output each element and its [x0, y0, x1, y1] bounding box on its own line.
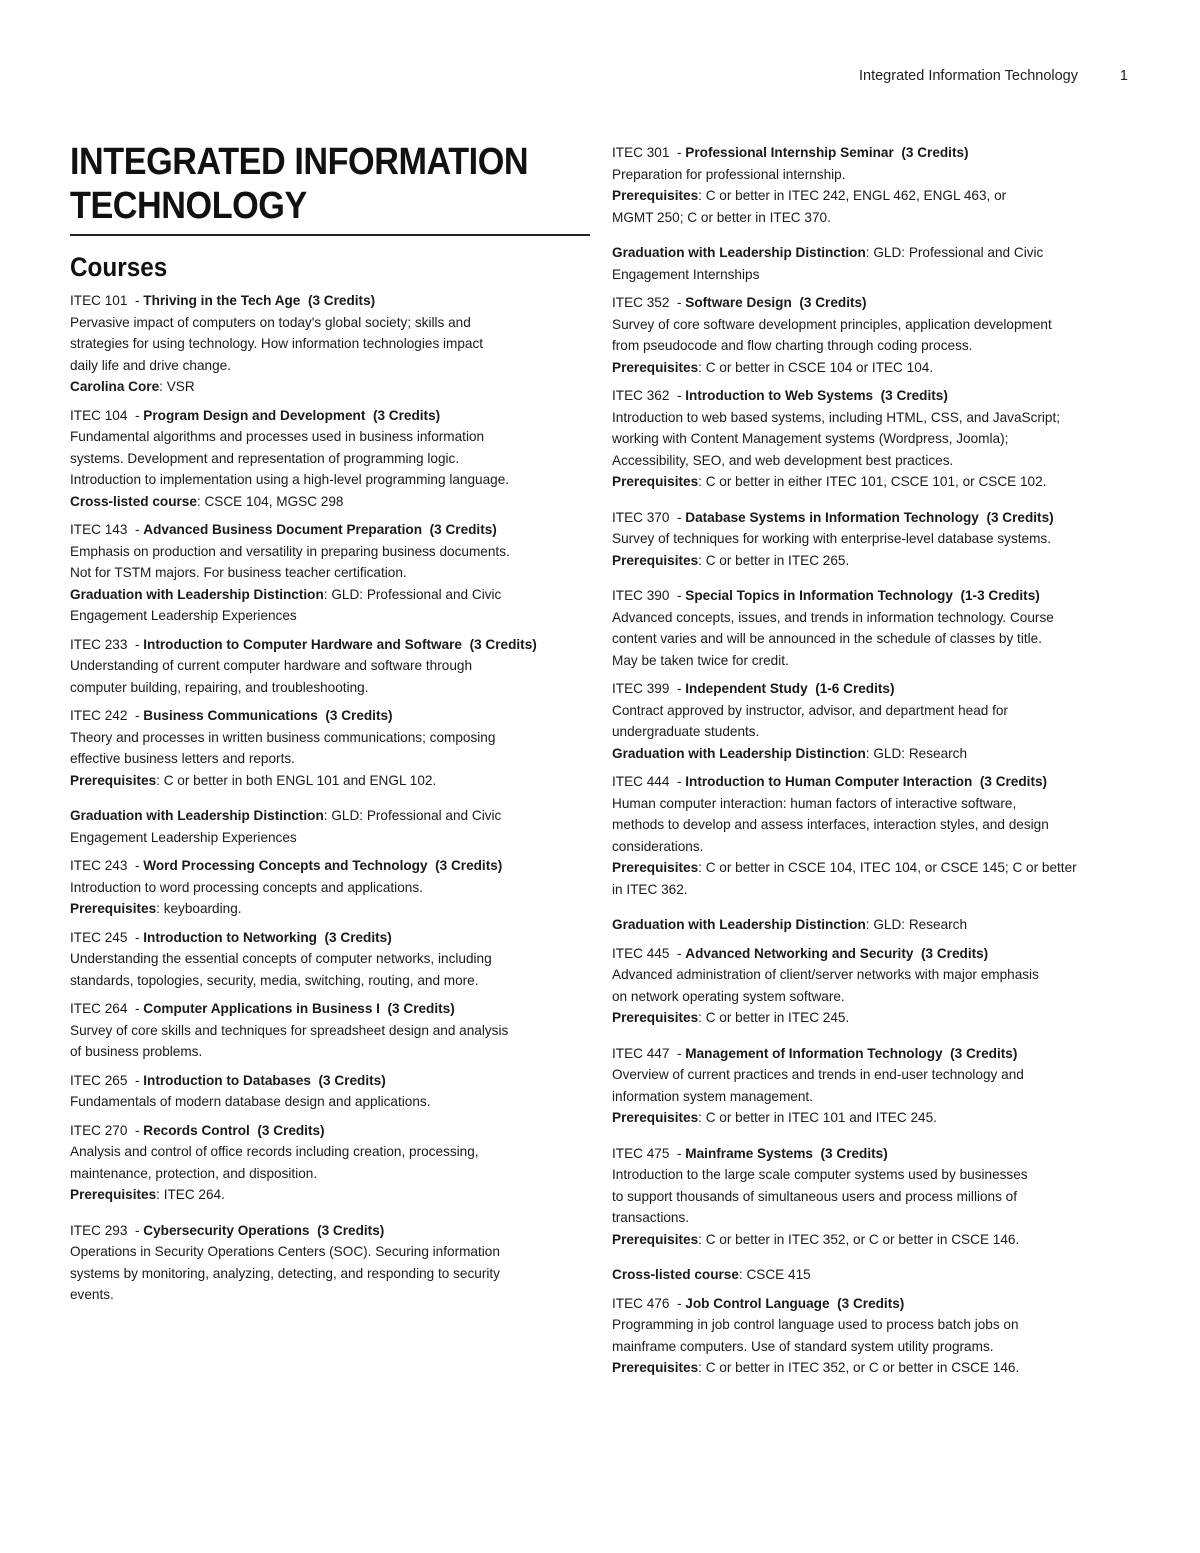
field-label: Prerequisites	[70, 1187, 157, 1202]
course-description-line: Understanding the essential concepts of computer networks, including	[70, 951, 492, 966]
course-field	[70, 584, 590, 606]
course-field	[70, 770, 590, 792]
field-value: : C or better in ITEC 242, ENGL 462, ENGL 463, or	[698, 188, 1007, 203]
course-title: Cybersecurity Operations	[143, 1222, 310, 1238]
field-label: Prerequisites	[612, 1231, 699, 1247]
course-field	[612, 471, 1134, 493]
course-entry	[70, 855, 590, 920]
course-credits: (3 Credits)	[979, 774, 1048, 789]
course-description-line: systems. Development and representation of programming logic.	[70, 450, 460, 466]
course-code: ITEC 444	[612, 774, 670, 789]
course-entry	[612, 771, 1134, 936]
course-credits: (3 Credits)	[317, 1222, 385, 1238]
running-title: Integrated Information Technology	[859, 68, 1078, 84]
course-credits: (3 Credits)	[920, 945, 989, 961]
course-heading: ITEC 243 - Word Processing Concepts and Technology (3 Credits)	[70, 858, 503, 873]
course-description-line: events.	[70, 1287, 114, 1302]
course-description-line: Preparation for professional internship.	[612, 166, 846, 182]
course-code: ITEC 362	[612, 388, 670, 403]
field-value: : GLD: Professional and Civic	[323, 808, 502, 823]
course-entry	[612, 585, 1134, 671]
course-title: Business Communications	[143, 708, 318, 723]
course-description-line: mainframe computers. Use of standard system utility programs.	[612, 1338, 994, 1354]
course-credits: (3 Credits)	[372, 407, 441, 423]
course-title: Management of Information Technology	[685, 1045, 943, 1061]
field-value: : C or better in ITEC 352, or C or better in CSCE 146.	[698, 1360, 1020, 1375]
course-code: ITEC 476	[612, 1295, 670, 1311]
course-entry	[70, 1220, 590, 1306]
course-heading: ITEC 447 - Management of Information Technology (3 Credits)	[612, 1045, 1018, 1061]
course-heading: ITEC 475 - Mainframe Systems (3 Credits)	[612, 1145, 888, 1161]
course-heading: ITEC 370 - Database Systems in Information Technology (3 Credits)	[612, 509, 1054, 525]
course-heading: ITEC 399 - Independent Study (1-6 Credits)	[612, 681, 895, 696]
field-value: : CSCE 104, MGSC 298	[196, 493, 344, 509]
course-heading: ITEC 104 - Program Design and Development (3 Credits)	[70, 407, 441, 423]
course-description-line: systems by monitoring, analyzing, detecting, and responding to security	[70, 1265, 500, 1281]
field-value: : C or better in both ENGL 101 and ENGL 102.	[156, 772, 437, 788]
course-heading: ITEC 143 - Advanced Business Document Preparation (3 Credits)	[70, 522, 497, 537]
course-title: Database Systems in Information Technology	[685, 509, 979, 525]
course-field	[612, 857, 1134, 879]
course-field	[612, 1229, 1134, 1251]
field-value: : keyboarding.	[156, 901, 242, 916]
course-title: Special Topics in Information Technology	[685, 588, 953, 603]
course-code: ITEC 293	[70, 1222, 128, 1238]
course-field	[612, 1107, 1134, 1129]
course-description-line: Survey of techniques for working with enterprise-level database systems.	[612, 531, 1051, 546]
course-field	[612, 550, 1134, 572]
field-value-continued: MGMT 250; C or better in ITEC 370.	[612, 209, 831, 225]
course-description-line: Analysis and control of office records including creation, processing,	[70, 1144, 479, 1159]
course-entry	[70, 290, 590, 398]
course-field	[70, 805, 590, 827]
field-value-continued: Engagement Leadership Experiences	[70, 829, 297, 845]
course-credits: (1-3 Credits)	[960, 588, 1040, 603]
course-code: ITEC 101	[70, 293, 128, 308]
field-label: Graduation with Leadership Distinction	[612, 245, 866, 260]
course-title: Job Control Language	[685, 1295, 830, 1311]
course-description-line: Overview of current practices and trends in end-user technology and	[612, 1067, 1024, 1082]
course-description-line: standards, topologies, security, media, switching, routing, and more.	[70, 972, 479, 988]
course-field	[612, 1264, 1134, 1286]
course-credits: (3 Credits)	[837, 1295, 905, 1311]
course-code: ITEC 352	[612, 295, 670, 310]
course-credits: (3 Credits)	[469, 636, 537, 652]
field-spacer	[612, 1250, 1134, 1264]
course-code: ITEC 265	[70, 1072, 128, 1088]
page-title-line-1: INTEGRATED INFORMATION	[70, 141, 529, 183]
course-heading: ITEC 476 - Job Control Language (3 Credits)	[612, 1295, 905, 1311]
course-code: ITEC 270	[70, 1122, 128, 1138]
course-heading: ITEC 270 - Records Control (3 Credits)	[70, 1122, 325, 1138]
course-field	[612, 185, 1134, 207]
course-description-line: strategies for using technology. How information technologies impact	[70, 336, 484, 351]
field-label: Graduation with Leadership Distinction	[612, 917, 866, 932]
course-heading: ITEC 444 - Introduction to Human Computer Interaction (3 Credits)	[612, 774, 1048, 789]
field-value: : C or better in ITEC 352, or C or better in CSCE 146.	[698, 1231, 1020, 1247]
course-description-line: Programming in job control language used to process batch jobs on	[612, 1317, 1019, 1332]
course-field	[612, 743, 1134, 765]
field-label: Prerequisites	[612, 552, 699, 568]
course-title: Mainframe Systems	[685, 1145, 813, 1161]
course-title: Introduction to Web Systems	[685, 388, 874, 403]
field-label: Graduation with Leadership Distinction	[70, 586, 324, 602]
course-description-line: transactions.	[612, 1210, 690, 1225]
course-credits: (3 Credits)	[799, 295, 867, 310]
section-heading-courses: Courses	[70, 252, 168, 282]
course-title: Introduction to Networking	[143, 929, 317, 945]
field-label: Prerequisites	[70, 901, 157, 916]
course-title: Computer Applications in Business I	[143, 1001, 380, 1016]
course-credits: (1-6 Credits)	[815, 681, 895, 696]
course-description-line: information system management.	[612, 1088, 813, 1104]
course-description-line: Emphasis on production and versatility in preparing business documents.	[70, 543, 510, 559]
course-field	[612, 242, 1134, 264]
course-field	[70, 376, 590, 398]
course-description-line: Fundamental algorithms and processes used in business information	[70, 429, 485, 444]
course-code: ITEC 370	[612, 509, 670, 525]
course-description-line: Pervasive impact of computers on today's global society; skills and	[70, 314, 471, 330]
course-field	[612, 1007, 1134, 1029]
course-description-line: Not for TSTM majors. For business teacher certification.	[70, 565, 407, 580]
field-value: : C or better in either ITEC 101, CSCE 101, or CSCE 102.	[698, 474, 1047, 489]
course-heading: ITEC 245 - Introduction to Networking (3 Credits)	[70, 929, 392, 945]
field-label: Graduation with Leadership Distinction	[70, 808, 324, 823]
course-code: ITEC 264	[70, 1001, 128, 1016]
course-field	[612, 357, 1134, 379]
course-entry	[612, 142, 1134, 285]
page-title	[70, 140, 592, 230]
course-credits: (3 Credits)	[901, 145, 969, 160]
field-value: : ITEC 264.	[156, 1187, 225, 1202]
field-value: : C or better in ITEC 265.	[698, 552, 850, 568]
course-description-line: May be taken twice for credit.	[612, 652, 789, 668]
field-value: : C or better in ITEC 101 and ITEC 245.	[698, 1110, 937, 1125]
page-title-line-2: TECHNOLOGY	[70, 185, 307, 227]
course-entry	[612, 1043, 1134, 1129]
course-credits: (3 Credits)	[429, 522, 497, 537]
course-description-line: methods to develop and assess interfaces, interaction styles, and design	[612, 817, 1049, 832]
course-code: ITEC 104	[70, 407, 128, 423]
course-credits: (3 Credits)	[435, 858, 503, 873]
course-description-line: on network operating system software.	[612, 988, 845, 1004]
field-value: : GLD: Professional and Civic	[865, 245, 1044, 260]
course-description-line: Introduction to web based systems, including HTML, CSS, and JavaScript;	[612, 409, 1061, 425]
course-description-line: Survey of core software development principles, application development	[612, 316, 1052, 332]
field-value: : GLD: Professional and Civic	[323, 586, 502, 602]
course-description-line: from pseudocode and flow charting through coding process.	[612, 338, 973, 353]
course-title: Records Control	[143, 1122, 250, 1138]
course-entry	[70, 1070, 590, 1113]
course-heading: ITEC 362 - Introduction to Web Systems (3 Credits)	[612, 388, 948, 403]
course-entry	[70, 1120, 590, 1206]
field-label: Prerequisites	[612, 860, 699, 875]
field-value: : VSR	[159, 379, 195, 394]
course-code: ITEC 475	[612, 1145, 670, 1161]
course-heading: ITEC 390 - Special Topics in Information Technology (1-3 Credits)	[612, 588, 1040, 603]
course-description-line: content varies and will be announced in the schedule of classes by title.	[612, 631, 1042, 646]
course-code: ITEC 390	[612, 588, 670, 603]
field-label: Prerequisites	[612, 359, 699, 375]
left-column	[70, 140, 590, 1306]
course-entry	[612, 678, 1134, 764]
course-code: ITEC 399	[612, 681, 670, 696]
course-field	[612, 1357, 1134, 1379]
course-description-line: Survey of core skills and techniques for spreadsheet design and analysis	[70, 1022, 509, 1038]
course-description-line: Introduction to word processing concepts and applications.	[70, 879, 423, 895]
course-description-line: Theory and processes in written business communications; composing	[70, 729, 496, 745]
course-title: Introduction to Computer Hardware and Software	[143, 636, 462, 652]
course-description-line: effective business letters and reports.	[70, 751, 295, 766]
course-code: ITEC 445	[612, 945, 670, 961]
course-description-line: to support thousands of simultaneous users and process millions of	[612, 1188, 1018, 1204]
course-heading: ITEC 293 - Cybersecurity Operations (3 Credits)	[70, 1222, 385, 1238]
course-credits: (3 Credits)	[318, 1072, 386, 1088]
course-entry	[70, 634, 590, 699]
field-spacer	[70, 791, 590, 805]
course-code: ITEC 301	[612, 145, 670, 160]
course-code: ITEC 447	[612, 1045, 670, 1061]
course-description-line: undergraduate students.	[612, 724, 760, 739]
course-description-line: Advanced administration of client/server networks with major emphasis	[612, 967, 1039, 982]
course-credits: (3 Credits)	[986, 509, 1054, 525]
field-value: : C or better in ITEC 245.	[698, 1010, 850, 1025]
course-description-line: Fundamentals of modern database design and applications.	[70, 1094, 431, 1109]
course-description-line: Human computer interaction: human factors of interactive software,	[612, 795, 1017, 811]
course-description-line: daily life and drive change.	[70, 357, 231, 373]
course-heading: ITEC 233 - Introduction to Computer Hardware and Software (3 Credits)	[70, 636, 537, 652]
field-spacer	[612, 900, 1134, 914]
left-course-list	[70, 290, 590, 1306]
field-label: Cross-listed course	[70, 493, 197, 509]
course-credits: (3 Credits)	[325, 708, 393, 723]
course-entry	[612, 385, 1134, 493]
course-credits: (3 Credits)	[387, 1001, 455, 1016]
course-description-line: Understanding of current computer hardware and software through	[70, 658, 472, 673]
course-code: ITEC 233	[70, 636, 128, 652]
field-label: Prerequisites	[612, 1360, 699, 1375]
field-spacer	[612, 228, 1134, 242]
course-heading: ITEC 264 - Computer Applications in Business I (3 Credits)	[70, 1001, 455, 1016]
field-value: : GLD: Research	[865, 917, 968, 932]
course-description-line: Advanced concepts, issues, and trends in information technology. Course	[612, 609, 1054, 625]
right-course-list	[612, 142, 1134, 1379]
course-description-line: Introduction to the large scale computer systems used by businesses	[612, 1167, 1028, 1182]
course-title: Professional Internship Seminar	[685, 145, 894, 160]
field-value: : GLD: Research	[865, 745, 968, 761]
course-credits: (3 Credits)	[820, 1145, 888, 1161]
course-title: Introduction to Human Computer Interaction	[685, 774, 973, 789]
field-label: Prerequisites	[612, 474, 699, 489]
field-label: Cross-listed course	[612, 1267, 739, 1282]
course-entry	[612, 1293, 1134, 1379]
course-heading: ITEC 265 - Introduction to Databases (3 Credits)	[70, 1072, 386, 1088]
course-heading: ITEC 242 - Business Communications (3 Credits)	[70, 708, 393, 723]
course-field	[70, 491, 590, 513]
course-code: ITEC 242	[70, 708, 128, 723]
course-heading: ITEC 301 - Professional Internship Seminar (3 Credits)	[612, 145, 969, 160]
course-description-line: Operations in Security Operations Centers (SOC). Securing information	[70, 1244, 500, 1259]
course-description-line: working with Content Management systems (Wordpress, Joomla);	[612, 431, 1009, 446]
course-credits: (3 Credits)	[324, 929, 392, 945]
course-entry	[70, 927, 590, 992]
course-field	[70, 898, 590, 920]
course-heading: ITEC 352 - Software Design (3 Credits)	[612, 295, 867, 310]
page-number: 1	[1119, 68, 1128, 84]
course-description-line: Accessibility, SEO, and web development best practices.	[612, 452, 954, 468]
course-entry	[612, 943, 1134, 1029]
course-credits: (3 Credits)	[307, 293, 376, 308]
field-label: Prerequisites	[612, 1010, 699, 1025]
field-value-continued: Engagement Leadership Experiences	[70, 608, 297, 623]
field-value: : C or better in CSCE 104, ITEC 104, or CSCE 145; C or better	[698, 860, 1077, 875]
course-credits: (3 Credits)	[257, 1122, 325, 1138]
field-value-continued: Engagement Internships	[612, 266, 760, 282]
course-title: Advanced Business Document Preparation	[143, 522, 423, 537]
course-entry	[70, 998, 590, 1063]
course-code: ITEC 245	[70, 929, 128, 945]
course-description-line: of business problems.	[70, 1044, 203, 1059]
field-label: Prerequisites	[612, 1110, 699, 1125]
right-column	[612, 142, 1134, 1379]
course-field	[70, 1184, 590, 1206]
course-entry	[70, 705, 590, 848]
course-heading: ITEC 101 - Thriving in the Tech Age (3 Credits)	[70, 293, 376, 308]
course-credits: (3 Credits)	[950, 1045, 1018, 1061]
course-description-line: computer building, repairing, and troubleshooting.	[70, 679, 369, 695]
course-description-line: Contract approved by instructor, advisor, and department head for	[612, 702, 1008, 718]
course-description-line: Introduction to implementation using a high-level programming language.	[70, 472, 510, 487]
course-field	[612, 914, 1134, 936]
field-value: : CSCE 415	[738, 1267, 811, 1282]
field-label: Graduation with Leadership Distinction	[612, 745, 866, 761]
course-entry	[70, 405, 590, 513]
title-divider	[70, 234, 590, 236]
course-entry	[70, 519, 590, 627]
course-title: Independent Study	[685, 681, 808, 696]
field-label: Prerequisites	[70, 772, 157, 788]
course-title: Software Design	[685, 295, 792, 310]
field-label: Prerequisites	[612, 188, 699, 203]
course-entry	[612, 292, 1134, 378]
course-title: Advanced Networking and Security	[685, 945, 914, 961]
course-description-line: maintenance, protection, and disposition.	[70, 1165, 318, 1181]
course-entry	[612, 1143, 1134, 1286]
course-credits: (3 Credits)	[880, 388, 948, 403]
field-value: : C or better in CSCE 104 or ITEC 104.	[698, 359, 934, 375]
course-entry	[612, 507, 1134, 572]
field-label: Carolina Core	[70, 379, 160, 394]
course-heading: ITEC 445 - Advanced Networking and Security (3 Credits)	[612, 945, 989, 961]
course-code: ITEC 243	[70, 858, 128, 873]
course-title: Word Processing Concepts and Technology	[143, 858, 428, 873]
course-description-line: considerations.	[612, 838, 704, 854]
field-value-continued: in ITEC 362.	[612, 881, 688, 897]
course-title: Thriving in the Tech Age	[143, 293, 301, 308]
course-code: ITEC 143	[70, 522, 128, 537]
course-title: Introduction to Databases	[143, 1072, 311, 1088]
course-title: Program Design and Development	[143, 407, 366, 423]
